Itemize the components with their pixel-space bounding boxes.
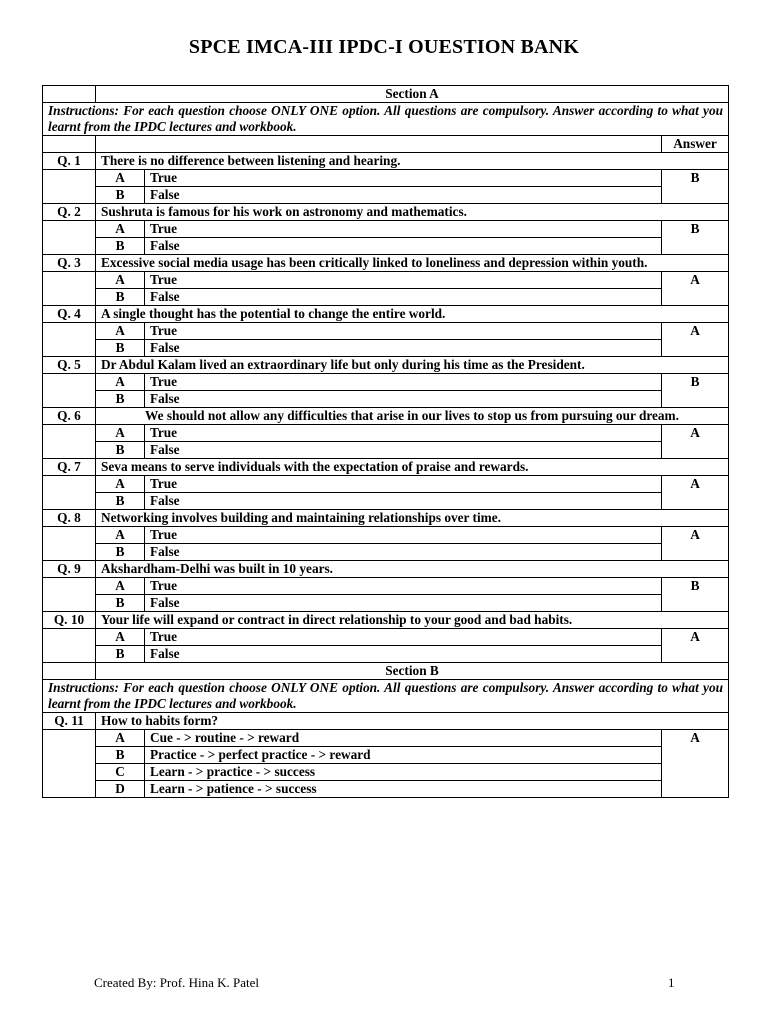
option-row [43,764,729,781]
question-text: How to habits form? [96,713,729,730]
option-letter: C [96,764,145,781]
section-title: Section A [96,86,729,103]
question-number: Q. 3 [43,255,96,272]
question-number: Q. 4 [43,306,96,323]
answer-key: A [662,323,729,357]
option-text: True [145,578,662,595]
option-text: True [145,476,662,493]
option-letter: B [96,289,145,306]
answer-key: B [662,170,729,204]
question-row [43,459,729,476]
option-letter: D [96,781,145,798]
option-letter: A [96,170,145,187]
question-number: Q. 11 [43,713,96,730]
answer-key: B [662,374,729,408]
option-letter: A [96,272,145,289]
answer-key: A [662,272,729,306]
blank-cell [43,578,96,612]
blank-cell [43,730,96,798]
question-text: Dr Abdul Kalam lived an extraordinary life but only during his time as the President. [96,357,729,374]
option-text: Learn - > practice - > success [145,764,662,781]
option-text: True [145,170,662,187]
answer-key: A [662,629,729,663]
option-letter: A [96,730,145,747]
option-row [43,527,729,544]
option-letter: B [96,391,145,408]
section-instructions: Instructions: For each question choose ONLY ONE option. All questions are compulsory. Answer according to what you learnt from the IPDC lectures and workbook. [43,103,729,136]
blank-cell [43,527,96,561]
question-number: Q. 8 [43,510,96,527]
option-row [43,578,729,595]
option-row [43,340,729,357]
answer-key: A [662,425,729,459]
option-text: False [145,340,662,357]
question-text: Sushruta is famous for his work on astronomy and mathematics. [96,204,729,221]
question-number: Q. 7 [43,459,96,476]
option-row [43,646,729,663]
option-text: False [145,646,662,663]
blank-cell [43,374,96,408]
option-row [43,391,729,408]
option-text: False [145,544,662,561]
blank-cell [43,663,96,680]
question-row [43,357,729,374]
option-text: Learn - > patience - > success [145,781,662,798]
option-row [43,629,729,646]
question-number: Q. 10 [43,612,96,629]
option-row [43,781,729,798]
option-letter: B [96,747,145,764]
option-text: False [145,493,662,510]
option-text: True [145,323,662,340]
blank-cell [43,170,96,204]
option-row [43,221,729,238]
option-text: Practice - > perfect practice - > reward [145,747,662,764]
question-number: Q. 9 [43,561,96,578]
question-row [43,204,729,221]
blank-cell [43,136,96,153]
question-number: Q. 5 [43,357,96,374]
section-title: Section B [96,663,729,680]
question-row [43,255,729,272]
answer-key: A [662,730,729,798]
option-text: True [145,629,662,646]
question-text: We should not allow any difficulties that arise in our lives to stop us from pursuing our dream. [96,408,729,425]
option-letter: B [96,340,145,357]
question-row [43,713,729,730]
section-header-row [43,86,729,103]
option-row [43,476,729,493]
option-row [43,595,729,612]
instructions-row [43,680,729,713]
option-text: True [145,272,662,289]
option-text: False [145,442,662,459]
blank-cell [43,272,96,306]
option-row [43,544,729,561]
option-row [43,442,729,459]
question-bank-table [42,85,729,798]
option-row [43,730,729,747]
footer-page-number: 1 [668,975,675,990]
section-header-row [43,663,729,680]
answer-key: B [662,221,729,255]
option-letter: A [96,476,145,493]
option-row [43,272,729,289]
instructions-row [43,103,729,136]
question-row [43,510,729,527]
option-text: False [145,187,662,204]
question-text: Seva means to serve individuals with the expectation of praise and rewards. [96,459,729,476]
question-text: A single thought has the potential to change the entire world. [96,306,729,323]
question-number: Q. 1 [43,153,96,170]
option-letter: B [96,493,145,510]
option-text: True [145,374,662,391]
answer-header-row [43,136,729,153]
question-text: There is no difference between listening and hearing. [96,153,729,170]
option-text: True [145,527,662,544]
question-row [43,561,729,578]
option-row [43,238,729,255]
option-letter: B [96,544,145,561]
option-row [43,493,729,510]
section-instructions: Instructions: For each question choose ONLY ONE option. All questions are compulsory. Answer according to what you learnt from the IPDC lectures and workbook. [43,680,729,713]
question-text: Excessive social media usage has been critically linked to loneliness and depression within youth. [96,255,729,272]
question-text: Your life will expand or contract in direct relationship to your good and bad habits. [96,612,729,629]
question-number: Q. 2 [43,204,96,221]
answer-key: B [662,578,729,612]
option-letter: A [96,629,145,646]
question-row [43,408,729,425]
answer-key: A [662,527,729,561]
option-text: False [145,289,662,306]
blank-cell [43,629,96,663]
option-row [43,289,729,306]
question-row [43,153,729,170]
blank-cell [43,323,96,357]
option-text: False [145,391,662,408]
answer-key: A [662,476,729,510]
footer-created-by: Created By: Prof. Hina K. Patel [94,975,259,990]
option-row [43,747,729,764]
question-text: Networking involves building and maintaining relationships over time. [96,510,729,527]
blank-cell [96,136,662,153]
option-text: False [145,238,662,255]
option-letter: B [96,238,145,255]
option-text: True [145,221,662,238]
blank-cell [43,425,96,459]
option-letter: B [96,187,145,204]
option-row [43,187,729,204]
question-row [43,612,729,629]
option-text: Cue - > routine - > reward [145,730,662,747]
option-text: False [145,595,662,612]
option-letter: A [96,578,145,595]
blank-cell [43,86,96,103]
option-letter: B [96,595,145,612]
option-letter: B [96,646,145,663]
option-letter: A [96,323,145,340]
option-letter: A [96,221,145,238]
option-letter: A [96,374,145,391]
option-letter: A [96,425,145,442]
option-row [43,374,729,391]
option-letter: A [96,527,145,544]
blank-cell [43,476,96,510]
answer-column-header: Answer [662,136,729,153]
blank-cell [43,221,96,255]
question-text: Akshardham-Delhi was built in 10 years. [96,561,729,578]
option-letter: B [96,442,145,459]
question-row [43,306,729,323]
option-row [43,170,729,187]
question-number: Q. 6 [43,408,96,425]
option-row [43,323,729,340]
option-text: True [145,425,662,442]
page-title: SPCE IMCA-III IPDC-I OUESTION BANK [188,36,580,58]
option-row [43,425,729,442]
